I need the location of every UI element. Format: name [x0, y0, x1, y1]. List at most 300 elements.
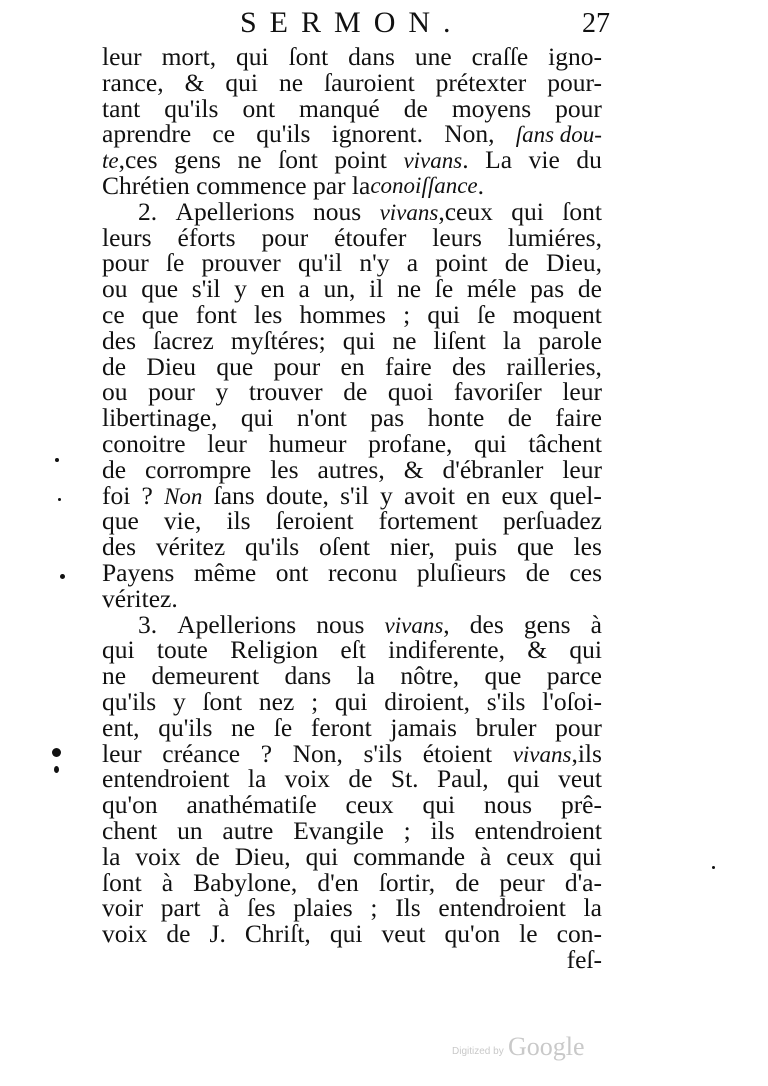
- word-group: [438, 895, 565, 921]
- word-group: [102, 867, 142, 897]
- word-group: [141, 480, 153, 510]
- word-group: [340, 351, 365, 381]
- word-group: [578, 276, 602, 302]
- word: étoient: [422, 738, 493, 768]
- word-group: [499, 867, 545, 897]
- word-group: [503, 508, 602, 534]
- word: qui: [329, 919, 363, 949]
- word: qu'ils: [158, 712, 213, 742]
- word-group: [590, 609, 602, 639]
- word-group: [102, 895, 143, 921]
- word-group: [472, 44, 529, 70]
- word: ;: [403, 299, 411, 329]
- word: nous: [483, 790, 533, 820]
- word-group: [273, 351, 321, 381]
- word-group: [379, 508, 478, 534]
- word: ſont: [202, 686, 243, 716]
- word-group: [195, 841, 220, 871]
- word: de: [166, 919, 191, 949]
- word: igno-: [548, 42, 602, 71]
- word-group: [261, 222, 309, 252]
- word-group: [342, 325, 376, 355]
- word-group: [484, 792, 532, 818]
- word-group: [236, 44, 269, 70]
- word-group: [512, 738, 602, 768]
- word: de: [507, 403, 532, 433]
- word-group: [213, 480, 255, 510]
- word-group: [390, 534, 435, 560]
- word: a: [406, 248, 419, 278]
- word-group: [475, 712, 537, 742]
- word-group: [562, 454, 602, 484]
- word-group: [508, 405, 532, 431]
- word: ,ceux: [438, 196, 493, 226]
- word-group: [276, 508, 354, 534]
- word: de: [195, 841, 220, 871]
- word: la: [102, 841, 121, 871]
- text-line: [102, 637, 602, 663]
- word-group: [442, 454, 544, 484]
- word: que: [102, 506, 139, 536]
- word: &: [403, 454, 424, 484]
- word: favoriſer: [453, 377, 542, 407]
- word: veut: [558, 764, 602, 794]
- italic-word: conoiſſance: [370, 172, 478, 198]
- word-group: [549, 480, 602, 510]
- word-group: [192, 276, 221, 302]
- word-group: [270, 454, 299, 484]
- word: ſe: [477, 299, 496, 329]
- word-group: [102, 663, 126, 689]
- word: leur: [207, 428, 247, 458]
- word-group: [102, 325, 136, 355]
- word-group: [310, 712, 372, 742]
- word-group: [427, 299, 460, 329]
- word-group: [156, 534, 225, 560]
- word: qui: [236, 42, 269, 71]
- word-group: [388, 379, 433, 405]
- word: Apellerions: [177, 609, 297, 639]
- word-group: [557, 921, 602, 947]
- word-group: [486, 686, 526, 716]
- word-group: [380, 480, 393, 510]
- text-line: [102, 792, 602, 818]
- word: eux: [501, 480, 539, 510]
- text-line: [102, 276, 602, 302]
- word: rance,: [102, 67, 164, 97]
- word-group: [384, 351, 432, 381]
- word: qui: [102, 635, 135, 665]
- word: un,: [323, 274, 356, 304]
- word: quoi: [387, 377, 434, 407]
- italic-word: te: [102, 148, 119, 174]
- text-line: [102, 93, 602, 123]
- word-group: [102, 405, 217, 431]
- word: ne: [231, 712, 256, 742]
- word: y: [215, 377, 229, 407]
- word: moquent: [512, 299, 602, 329]
- word: demeurent: [151, 661, 260, 691]
- word-group: [455, 534, 498, 560]
- word: qui: [225, 67, 258, 97]
- word-group: [501, 480, 539, 510]
- word-group: [400, 663, 459, 689]
- word: s'ils: [486, 686, 526, 716]
- word-group: [555, 405, 602, 431]
- word: ne: [278, 67, 304, 97]
- italic-word: vivans: [384, 612, 444, 638]
- word: &: [184, 67, 205, 97]
- word-group: [162, 44, 217, 70]
- word: vie: [528, 145, 560, 175]
- word-group: [388, 637, 505, 663]
- word: dans: [348, 42, 395, 71]
- word-group: [285, 766, 330, 792]
- word-group: [474, 815, 602, 845]
- word: Babylone,: [193, 867, 298, 897]
- text-run: .: [477, 170, 485, 200]
- word-group: [102, 480, 131, 510]
- word-group: [445, 921, 501, 947]
- word: manqué: [299, 93, 380, 123]
- word-group: [102, 67, 164, 97]
- word-group: [298, 276, 309, 302]
- word-group: [530, 276, 564, 302]
- word-group: [174, 147, 221, 173]
- word-group: [548, 44, 602, 70]
- word-group: [390, 712, 457, 742]
- word: une: [414, 42, 452, 71]
- word: tant: [102, 93, 141, 123]
- word: aprendre: [102, 119, 192, 149]
- word-group: [466, 480, 491, 510]
- word-group: [234, 841, 291, 871]
- word-group: [256, 121, 310, 147]
- word-group: [268, 428, 347, 458]
- word-group: [555, 712, 602, 742]
- word: anathématiſe: [186, 790, 317, 820]
- word-group: [334, 222, 407, 252]
- word: de: [504, 248, 529, 278]
- word-group: [146, 351, 196, 381]
- word: qui: [511, 196, 544, 226]
- word-group: [378, 867, 436, 897]
- word: ent,: [102, 712, 140, 742]
- word-group: [102, 428, 186, 458]
- word-group: [525, 557, 550, 587]
- word-group: [529, 147, 560, 173]
- word: con-: [556, 919, 602, 949]
- word-group: [242, 93, 276, 123]
- word: du: [576, 145, 602, 175]
- word-group: [230, 637, 318, 663]
- word-group: [428, 405, 485, 431]
- word: ;: [370, 893, 378, 923]
- word-group: [284, 663, 331, 689]
- word: Dieu: [146, 351, 196, 381]
- word-group: [102, 557, 175, 587]
- word-group: [102, 351, 127, 381]
- word-group: [145, 454, 252, 484]
- word-group: [299, 299, 386, 329]
- word-group: [158, 712, 213, 742]
- word-group: [273, 712, 293, 742]
- word-group: [528, 428, 602, 458]
- word-group: [151, 663, 259, 689]
- text-line: [102, 686, 602, 716]
- word: ;: [403, 815, 411, 845]
- word-group: [403, 299, 411, 329]
- text-line: [102, 609, 602, 639]
- text-line: [102, 508, 602, 534]
- word: hommes: [299, 299, 386, 329]
- text-line: [102, 379, 602, 405]
- text-run: véritez.: [102, 583, 178, 613]
- word-group: [135, 841, 181, 871]
- word-group: [334, 686, 368, 716]
- word-group: [222, 815, 274, 845]
- word: qui: [569, 841, 602, 871]
- word: que: [516, 532, 554, 562]
- word-group: [511, 196, 544, 226]
- word-group: [423, 792, 456, 818]
- word-group: [164, 93, 219, 123]
- word-group: [584, 895, 602, 921]
- word: ces: [569, 557, 602, 587]
- word: ſe: [434, 274, 454, 304]
- word-group: [210, 921, 226, 947]
- word-group: [278, 147, 318, 173]
- word-group: [348, 766, 372, 792]
- word: Non,: [292, 738, 343, 768]
- word: pour: [273, 351, 321, 381]
- word: qui: [342, 325, 376, 355]
- word: pour: [102, 248, 149, 278]
- word: voix: [284, 764, 331, 794]
- word: liſent: [433, 325, 486, 355]
- word: a: [298, 274, 310, 304]
- word: que: [141, 274, 179, 304]
- word: des: [102, 325, 136, 355]
- word-group: [343, 379, 367, 405]
- word: qui: [507, 764, 540, 794]
- word-group: [177, 609, 297, 639]
- word: indiferente,: [388, 635, 505, 665]
- word-group: [562, 196, 602, 226]
- word-group: [102, 792, 158, 818]
- word-group: [148, 379, 195, 405]
- word: Non,: [444, 119, 495, 149]
- word: ceux: [506, 841, 555, 871]
- word-group: [327, 557, 398, 587]
- word: dans: [284, 661, 332, 691]
- word-group: [289, 44, 329, 70]
- text-line: [102, 663, 602, 689]
- word-group: [415, 44, 452, 70]
- text-run: Chrétien commence par la: [102, 170, 371, 200]
- word: la: [583, 893, 602, 923]
- word: La: [485, 145, 513, 175]
- word: à: [218, 893, 230, 923]
- ink-speck: [58, 498, 61, 501]
- word: en: [340, 351, 365, 381]
- word: ne: [102, 661, 127, 691]
- word: qu'ils: [102, 686, 157, 716]
- word: 3.: [138, 609, 158, 639]
- word: ,ils: [571, 738, 602, 768]
- word-group: [138, 609, 158, 639]
- word: ſacrez: [153, 325, 214, 355]
- word: parce: [546, 661, 602, 691]
- word: pas: [370, 403, 405, 433]
- italic-word: Non: [164, 483, 203, 509]
- word: entendroient: [474, 815, 602, 845]
- word: voir: [102, 893, 144, 923]
- word-group: [138, 196, 158, 226]
- word: ,: [443, 609, 450, 639]
- word-group: [576, 147, 602, 173]
- word: entendroient: [438, 893, 566, 923]
- word: bruler: [475, 712, 537, 742]
- word: nous: [316, 609, 365, 639]
- word-group: [218, 895, 229, 921]
- word-group: [505, 250, 529, 276]
- word: commande: [353, 841, 466, 871]
- text-line: [102, 170, 602, 200]
- watermark-prefix: Digitized by: [452, 1046, 504, 1057]
- word: peur: [499, 867, 545, 897]
- word: en: [260, 274, 285, 304]
- word: autres,: [317, 454, 385, 484]
- word-group: [312, 196, 362, 226]
- word-group: [454, 379, 542, 405]
- word: le: [519, 919, 538, 949]
- word: un: [177, 815, 203, 845]
- word: J.: [209, 919, 226, 949]
- word: les: [270, 454, 299, 484]
- word-group: [193, 557, 257, 587]
- word-group: [512, 299, 602, 329]
- word: doute,: [265, 480, 329, 510]
- word-group: [102, 712, 140, 742]
- word: éforts: [177, 222, 236, 252]
- italic-word: ſans dou-: [515, 122, 602, 148]
- word-group: [245, 534, 299, 560]
- text-line: [102, 867, 602, 897]
- word-group: [248, 766, 266, 792]
- word: foi: [102, 480, 131, 510]
- word: les: [573, 532, 602, 562]
- word-group: [166, 921, 190, 947]
- word-group: [245, 921, 311, 947]
- word-group: [547, 67, 602, 97]
- word-group: [392, 325, 417, 355]
- word: ont: [275, 557, 309, 587]
- word-group: [348, 44, 395, 70]
- text-line: [102, 557, 602, 587]
- word-group: [102, 250, 149, 276]
- word: nous: [312, 196, 362, 226]
- word-group: [207, 428, 247, 458]
- word-group: [502, 325, 522, 355]
- word-group: [317, 867, 359, 897]
- word: Paul,: [436, 764, 489, 794]
- word-group: [340, 480, 369, 510]
- word: chent: [102, 815, 158, 845]
- word: pour: [148, 377, 195, 407]
- catchword: feſ-: [566, 944, 602, 974]
- text-line: [102, 454, 602, 484]
- word-group: [195, 299, 237, 329]
- word-group: [102, 815, 158, 845]
- word: ne: [392, 325, 417, 355]
- word: ſe: [273, 712, 293, 742]
- word: véritez: [155, 532, 226, 562]
- word: qu'ils: [245, 532, 300, 562]
- text-line: [102, 766, 602, 792]
- word-group: [275, 557, 309, 587]
- word-group: [435, 276, 453, 302]
- word-group: [403, 480, 455, 510]
- word: craſſe: [471, 42, 529, 71]
- word: &: [527, 635, 548, 665]
- word-group: [102, 379, 128, 405]
- word: Apellerions: [175, 196, 295, 226]
- word: même: [193, 557, 257, 587]
- word-group: [161, 867, 174, 897]
- word: leur: [562, 377, 602, 407]
- text-line: [102, 325, 602, 355]
- word: perſuadez: [502, 506, 602, 536]
- word-group: [506, 351, 602, 381]
- word: ſont: [102, 867, 142, 897]
- running-header: [110, 6, 610, 42]
- word: qu'on: [444, 919, 501, 949]
- word-group: [166, 250, 184, 276]
- word: ,ces: [118, 145, 158, 175]
- word: prê-: [560, 790, 602, 820]
- word: nez: [258, 686, 295, 716]
- word: ils: [226, 506, 251, 536]
- word: la: [356, 661, 375, 691]
- word: des: [452, 351, 486, 381]
- text-line: [102, 712, 602, 742]
- word: de: [455, 867, 480, 897]
- word: oſent: [319, 532, 370, 562]
- ink-speck: [52, 748, 61, 757]
- word: ſe: [165, 248, 185, 278]
- word: entendroient: [102, 764, 230, 794]
- word: ſans: [213, 480, 255, 510]
- word: y: [172, 686, 186, 716]
- word: gens: [174, 145, 221, 175]
- word-group: [382, 921, 426, 947]
- word-group: [451, 93, 532, 123]
- word: nôtre,: [400, 661, 460, 691]
- word-group: [407, 250, 418, 276]
- word-group: [102, 637, 135, 663]
- word-group: [186, 792, 316, 818]
- word: diroient,: [384, 686, 470, 716]
- word: à: [479, 841, 492, 871]
- word: d'ébranler: [442, 454, 544, 484]
- word-group: [542, 686, 602, 716]
- word-group: [416, 557, 507, 587]
- word-group: [258, 686, 295, 716]
- word-group: [519, 921, 537, 947]
- word: ont: [242, 93, 276, 123]
- word: d'a-: [564, 867, 602, 897]
